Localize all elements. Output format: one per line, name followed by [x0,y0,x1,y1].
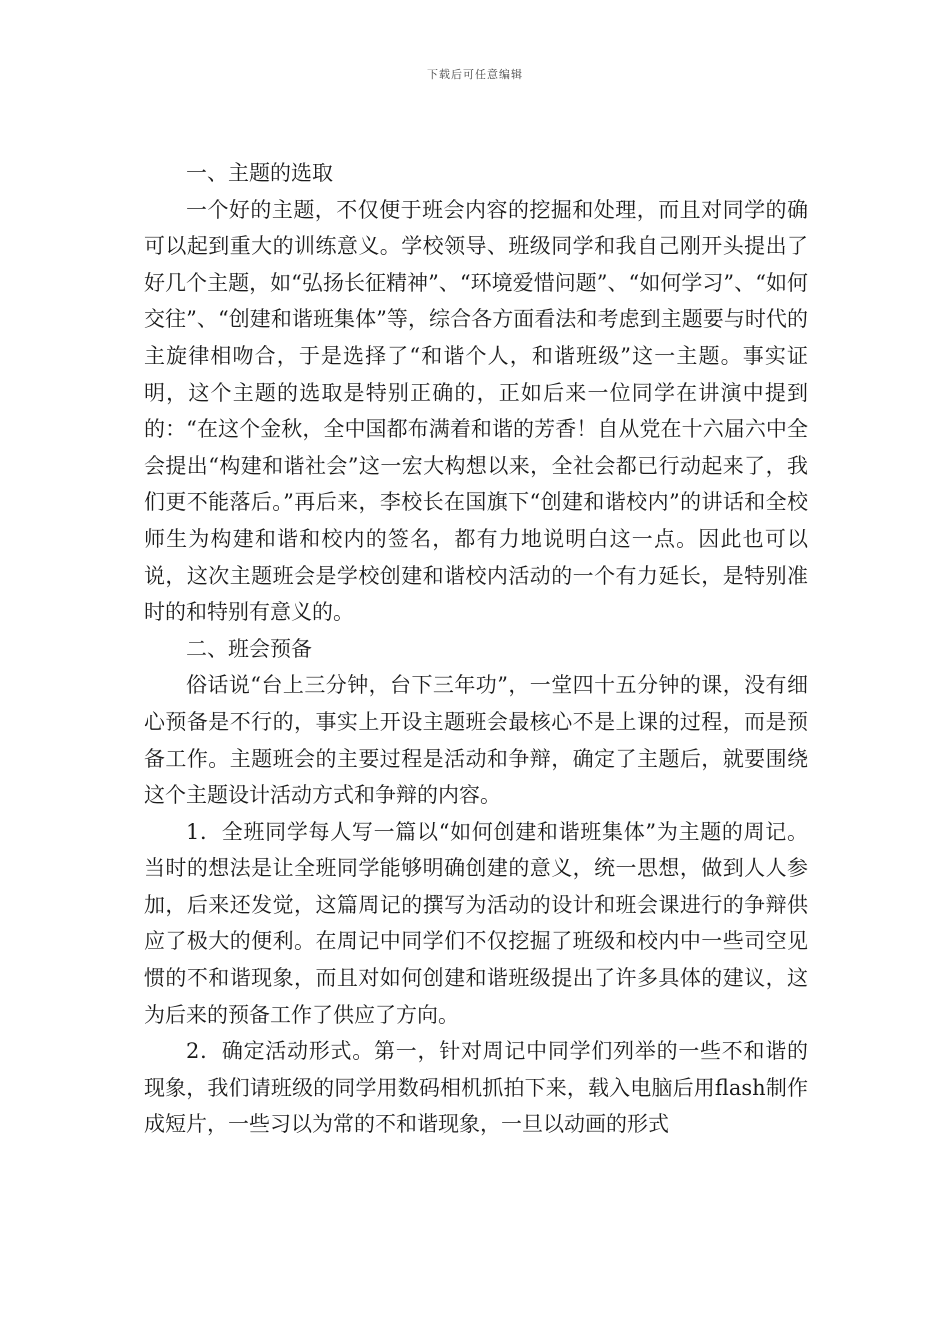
paragraph-preparation-intro: 俗话说“台上三分钟，台下三年功”，一堂四十五分钟的课，没有细心预备是不行的，事实上开设主题班会最核心不是上课的过程，而是预备工作。主题班会的主要过程是活动和争辩，确定了主题后，就要围绕这个主题设计活动方式和争辩的内容。 [144,673,808,808]
paragraph-preparation-step-2: 2．确定活动形式。第一，针对周记中同学们列举的一些不和谐的现象，我们请班级的同学用数码相机抓拍下来，载入电脑后用flash制作成短片，一些习以为常的不和谐现象，一旦以动画的形式 [144,1039,808,1137]
section-heading-preparation: 二、班会预备 [186,636,312,661]
page-header-note: 下载后可任意编辑 [427,68,523,81]
document-body [144,155,808,1143]
paragraph-topic-selection: 一个好的主题，不仅便于班会内容的挖掘和处理，而且对同学的确可以起到重大的训练意义。学校领导、班级同学和我自己刚开头提出了好几个主题，如“弘扬长征精神”、“环境爱惜问题”、“如何学习”、“如何交往”、“创建和谐班集体”等，综合各方面看法和考虑到主题要与时代的主旋律相吻合，于是选择了“和谐个人，和谐班级”这一主题。事实证明，这个主题的选取是特别正确的，正如后来一位同学在讲演中提到的：“在这个金秋，全中国都布满着和谐的芳香！自从党在十六届六中全会提出“构建和谐社会”这一宏大构想以来，全社会都已行动起来了，我们更不能落后。”再后来，李校长在国旗下“创建和谐校内”的讲话和全校师生为构建和谐和校内的签名，都有力地说明白这一点。因此也可以说，这次主题班会是学校创建和谐校内活动的一个有力延长，是特别准时的和特别有意义的。 [144,197,808,625]
section-heading-topic: 一、主题的选取 [186,161,333,185]
paragraph-preparation-step-1: 1．全班同学每人写一篇以“如何创建和谐班集体”为主题的周记。当时的想法是让全班同学能够明确创建的意义，统一思想，做到人人参加，后来还发觉，这篇周记的撰写为活动的设计和班会课进行的争辩供应了极大的便利。在周记中同学们不仅挖掘了班级和校内中一些司空见惯的不和谐现象，而且对如何创建和谐班级提出了许多具体的建议，这为后来的预备工作了供应了方向。 [144,819,808,1027]
